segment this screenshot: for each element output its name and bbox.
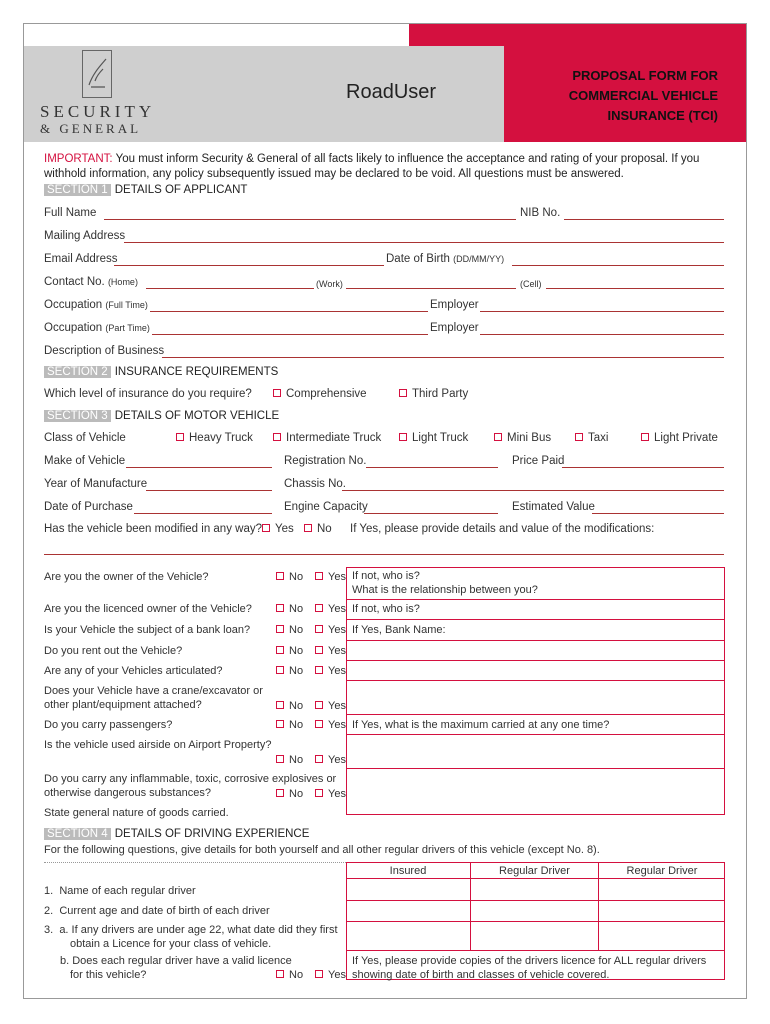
mailing-address-field[interactable] bbox=[124, 242, 724, 243]
estimated-value-field[interactable] bbox=[592, 513, 724, 514]
contact-label: Contact No. (Home) bbox=[44, 276, 138, 288]
brand-name-line2: & GENERAL bbox=[40, 121, 142, 136]
q-licenced-yes[interactable]: Yes bbox=[315, 602, 346, 616]
chassis-label: Chassis No. bbox=[284, 478, 346, 490]
q-dangerous-yes[interactable]: Yes bbox=[315, 787, 346, 801]
q-owner-note[interactable]: If not, who is? What is the relationship between you? bbox=[352, 570, 538, 596]
full-name-field[interactable] bbox=[104, 219, 516, 220]
item-3b: b. Does each regular driver have a valid licence for this vehicle? bbox=[60, 955, 292, 981]
q-articulated-no[interactable]: No bbox=[276, 664, 303, 678]
form-title: PROPOSAL FORM FOR COMMERCIAL VEHICLE INSURANCE (TCI) bbox=[568, 68, 718, 123]
q-passengers-no[interactable]: No bbox=[276, 718, 303, 732]
insurance-level-question: Which level of insurance do you require? bbox=[44, 388, 252, 400]
engine-field[interactable] bbox=[364, 513, 498, 514]
important-notice: IMPORTANT: You must inform Security & General of all facts likely to influence the acceptance and rating of your proposal. If you withhold information, any policy subsequently issued may be declared to be void. All questions must be answered. bbox=[44, 153, 700, 180]
q-articulated: Are any of your Vehicles articulated? bbox=[44, 665, 223, 677]
email-label: Email Address bbox=[44, 253, 118, 265]
chassis-field[interactable] bbox=[342, 490, 724, 491]
q-crane-no[interactable]: No bbox=[276, 699, 303, 713]
registration-field[interactable] bbox=[366, 467, 498, 468]
comprehensive-option[interactable]: Comprehensive bbox=[273, 388, 367, 400]
section-4-intro: For the following questions, give details for both yourself and all other regular drivers of this vehicle (except No. 8). bbox=[44, 844, 600, 856]
q-owner: Are you the owner of the Vehicle? bbox=[44, 571, 209, 583]
q-rent: Do you rent out the Vehicle? bbox=[44, 645, 183, 657]
q-passengers: Do you carry passengers? bbox=[44, 719, 173, 731]
q-passengers-note[interactable]: If Yes, what is the maximum carried at any one time? bbox=[352, 719, 610, 731]
licence-no[interactable]: No bbox=[276, 968, 303, 982]
employer-ft-label: Employer bbox=[430, 299, 479, 311]
modified-details-field[interactable] bbox=[44, 554, 724, 555]
employer-pt-label: Employer bbox=[430, 322, 479, 334]
section-3-header: SECTION 3 DETAILS OF MOTOR VEHICLE bbox=[44, 410, 279, 424]
checkbox[interactable] bbox=[273, 389, 281, 397]
occupation-pt-label: Occupation (Part Time) bbox=[44, 322, 150, 334]
q-licenced-no[interactable]: No bbox=[276, 602, 303, 616]
dob-field[interactable] bbox=[512, 265, 724, 266]
nib-label: NIB No. bbox=[520, 207, 561, 219]
q-articulated-yes[interactable]: Yes bbox=[315, 664, 346, 678]
email-field[interactable] bbox=[114, 265, 384, 266]
q-bank-loan: Is your Vehicle the subject of a bank loan? bbox=[44, 624, 251, 636]
estimated-value-label: Estimated Value bbox=[512, 501, 595, 513]
q-rent-no[interactable]: No bbox=[276, 644, 303, 658]
q-licenced-note[interactable]: If not, who is? bbox=[352, 603, 420, 615]
dob-label: Date of Birth (DD/MM/YY) bbox=[386, 253, 505, 265]
form-page bbox=[23, 23, 747, 999]
contact-cell-label: (Cell) bbox=[520, 279, 542, 289]
q-goods: State general nature of goods carried. bbox=[44, 807, 229, 819]
engine-label: Engine Capacity bbox=[284, 501, 368, 513]
q-owner-no[interactable]: No bbox=[276, 570, 303, 584]
q-dangerous: Do you carry any inflammable, toxic, corrosive explosives or otherwise dangerous substances? bbox=[44, 773, 337, 799]
q-licenced-owner: Are you the licenced owner of the Vehicle? bbox=[44, 603, 252, 615]
purchase-date-field[interactable] bbox=[134, 513, 272, 514]
make-label: Make of Vehicle bbox=[44, 455, 126, 467]
employer-pt-field[interactable] bbox=[480, 334, 724, 335]
business-description-label: Description of Business bbox=[44, 345, 165, 357]
registration-label: Registration No. bbox=[284, 455, 367, 467]
class-intermediate-truck[interactable]: Intermediate Truck bbox=[273, 432, 381, 444]
class-light-truck[interactable]: Light Truck bbox=[399, 432, 468, 444]
brand-name: SECURITY bbox=[40, 102, 156, 121]
q-airside: Is the vehicle used airside on Airport Property? bbox=[44, 739, 272, 751]
checkbox[interactable] bbox=[399, 389, 407, 397]
item-3a: 3. a. If any drivers are under age 22, what date did they first obtain a Licence for your class of vehicle. bbox=[44, 924, 338, 950]
modified-yes[interactable]: Yes bbox=[262, 523, 294, 535]
section-1-header: SECTION 1 DETAILS OF APPLICANT bbox=[44, 184, 247, 198]
q-airside-yes[interactable]: Yes bbox=[315, 753, 346, 767]
year-label: Year of Manufacture bbox=[44, 478, 148, 490]
third-party-option[interactable]: Third Party bbox=[399, 388, 468, 400]
occupation-pt-field[interactable] bbox=[152, 334, 428, 335]
contact-work-label: (Work) bbox=[316, 279, 343, 289]
q-passengers-yes[interactable]: Yes bbox=[315, 718, 346, 732]
header-accent bbox=[409, 24, 746, 46]
q-crane: Does your Vehicle have a crane/excavator or other plant/equipment attached? bbox=[44, 685, 263, 711]
col-regular-driver-2: Regular Driver bbox=[626, 865, 698, 877]
section-2-header: SECTION 2 INSURANCE REQUIREMENTS bbox=[44, 366, 278, 380]
full-name-label: Full Name bbox=[44, 207, 97, 219]
price-field[interactable] bbox=[562, 467, 724, 468]
q-rent-yes[interactable]: Yes bbox=[315, 644, 346, 658]
occupation-ft-label: Occupation (Full Time) bbox=[44, 299, 148, 311]
purchase-date-label: Date of Purchase bbox=[44, 501, 133, 513]
item-2: 2. Current age and date of birth of each driver bbox=[44, 905, 270, 917]
product-name: RoadUser bbox=[346, 81, 437, 103]
q-crane-yes[interactable]: Yes bbox=[315, 699, 346, 713]
contact-cell-field[interactable] bbox=[546, 288, 724, 289]
modified-question: Has the vehicle been modified in any way? bbox=[44, 523, 262, 535]
logo-icon bbox=[82, 50, 112, 98]
nib-field[interactable] bbox=[564, 219, 724, 220]
q-bank-no[interactable]: No bbox=[276, 623, 303, 637]
licence-note: If Yes, please provide copies of the drivers licence for ALL regular drivers showing date of birth and classes of vehicle covered. bbox=[352, 955, 707, 981]
occupation-ft-field[interactable] bbox=[150, 311, 428, 312]
class-mini-bus[interactable]: Mini Bus bbox=[494, 432, 551, 444]
licence-yes[interactable]: Yes bbox=[315, 968, 346, 982]
col-insured: Insured bbox=[389, 865, 427, 877]
modified-no[interactable]: No bbox=[304, 523, 332, 535]
q-owner-yes[interactable]: Yes bbox=[315, 570, 346, 584]
business-description-field[interactable] bbox=[162, 357, 724, 358]
col-regular-driver-1: Regular Driver bbox=[499, 865, 570, 877]
contact-work-field[interactable] bbox=[346, 288, 516, 289]
q-bank-yes[interactable]: Yes bbox=[315, 623, 346, 637]
price-label: Price Paid bbox=[512, 455, 565, 467]
class-heavy-truck[interactable]: Heavy Truck bbox=[176, 432, 253, 444]
section-4-header: SECTION 4 DETAILS OF DRIVING EXPERIENCE bbox=[44, 828, 309, 842]
employer-ft-field[interactable] bbox=[480, 311, 724, 312]
year-field[interactable] bbox=[146, 490, 272, 491]
item-1: 1. Name of each regular driver bbox=[44, 885, 196, 897]
q-bank-note[interactable]: If Yes, Bank Name: bbox=[352, 624, 446, 636]
make-field[interactable] bbox=[126, 467, 272, 468]
q-airside-no[interactable]: No bbox=[276, 753, 303, 767]
mailing-address-label: Mailing Address bbox=[44, 230, 126, 242]
q-dangerous-no[interactable]: No bbox=[276, 787, 303, 801]
contact-home-field[interactable] bbox=[146, 288, 314, 289]
vehicle-class-label: Class of Vehicle bbox=[44, 432, 126, 444]
class-taxi[interactable]: Taxi bbox=[575, 432, 608, 444]
modified-details-label: If Yes, please provide details and value of the modifications: bbox=[350, 523, 655, 535]
class-light-private[interactable]: Light Private bbox=[641, 432, 718, 444]
